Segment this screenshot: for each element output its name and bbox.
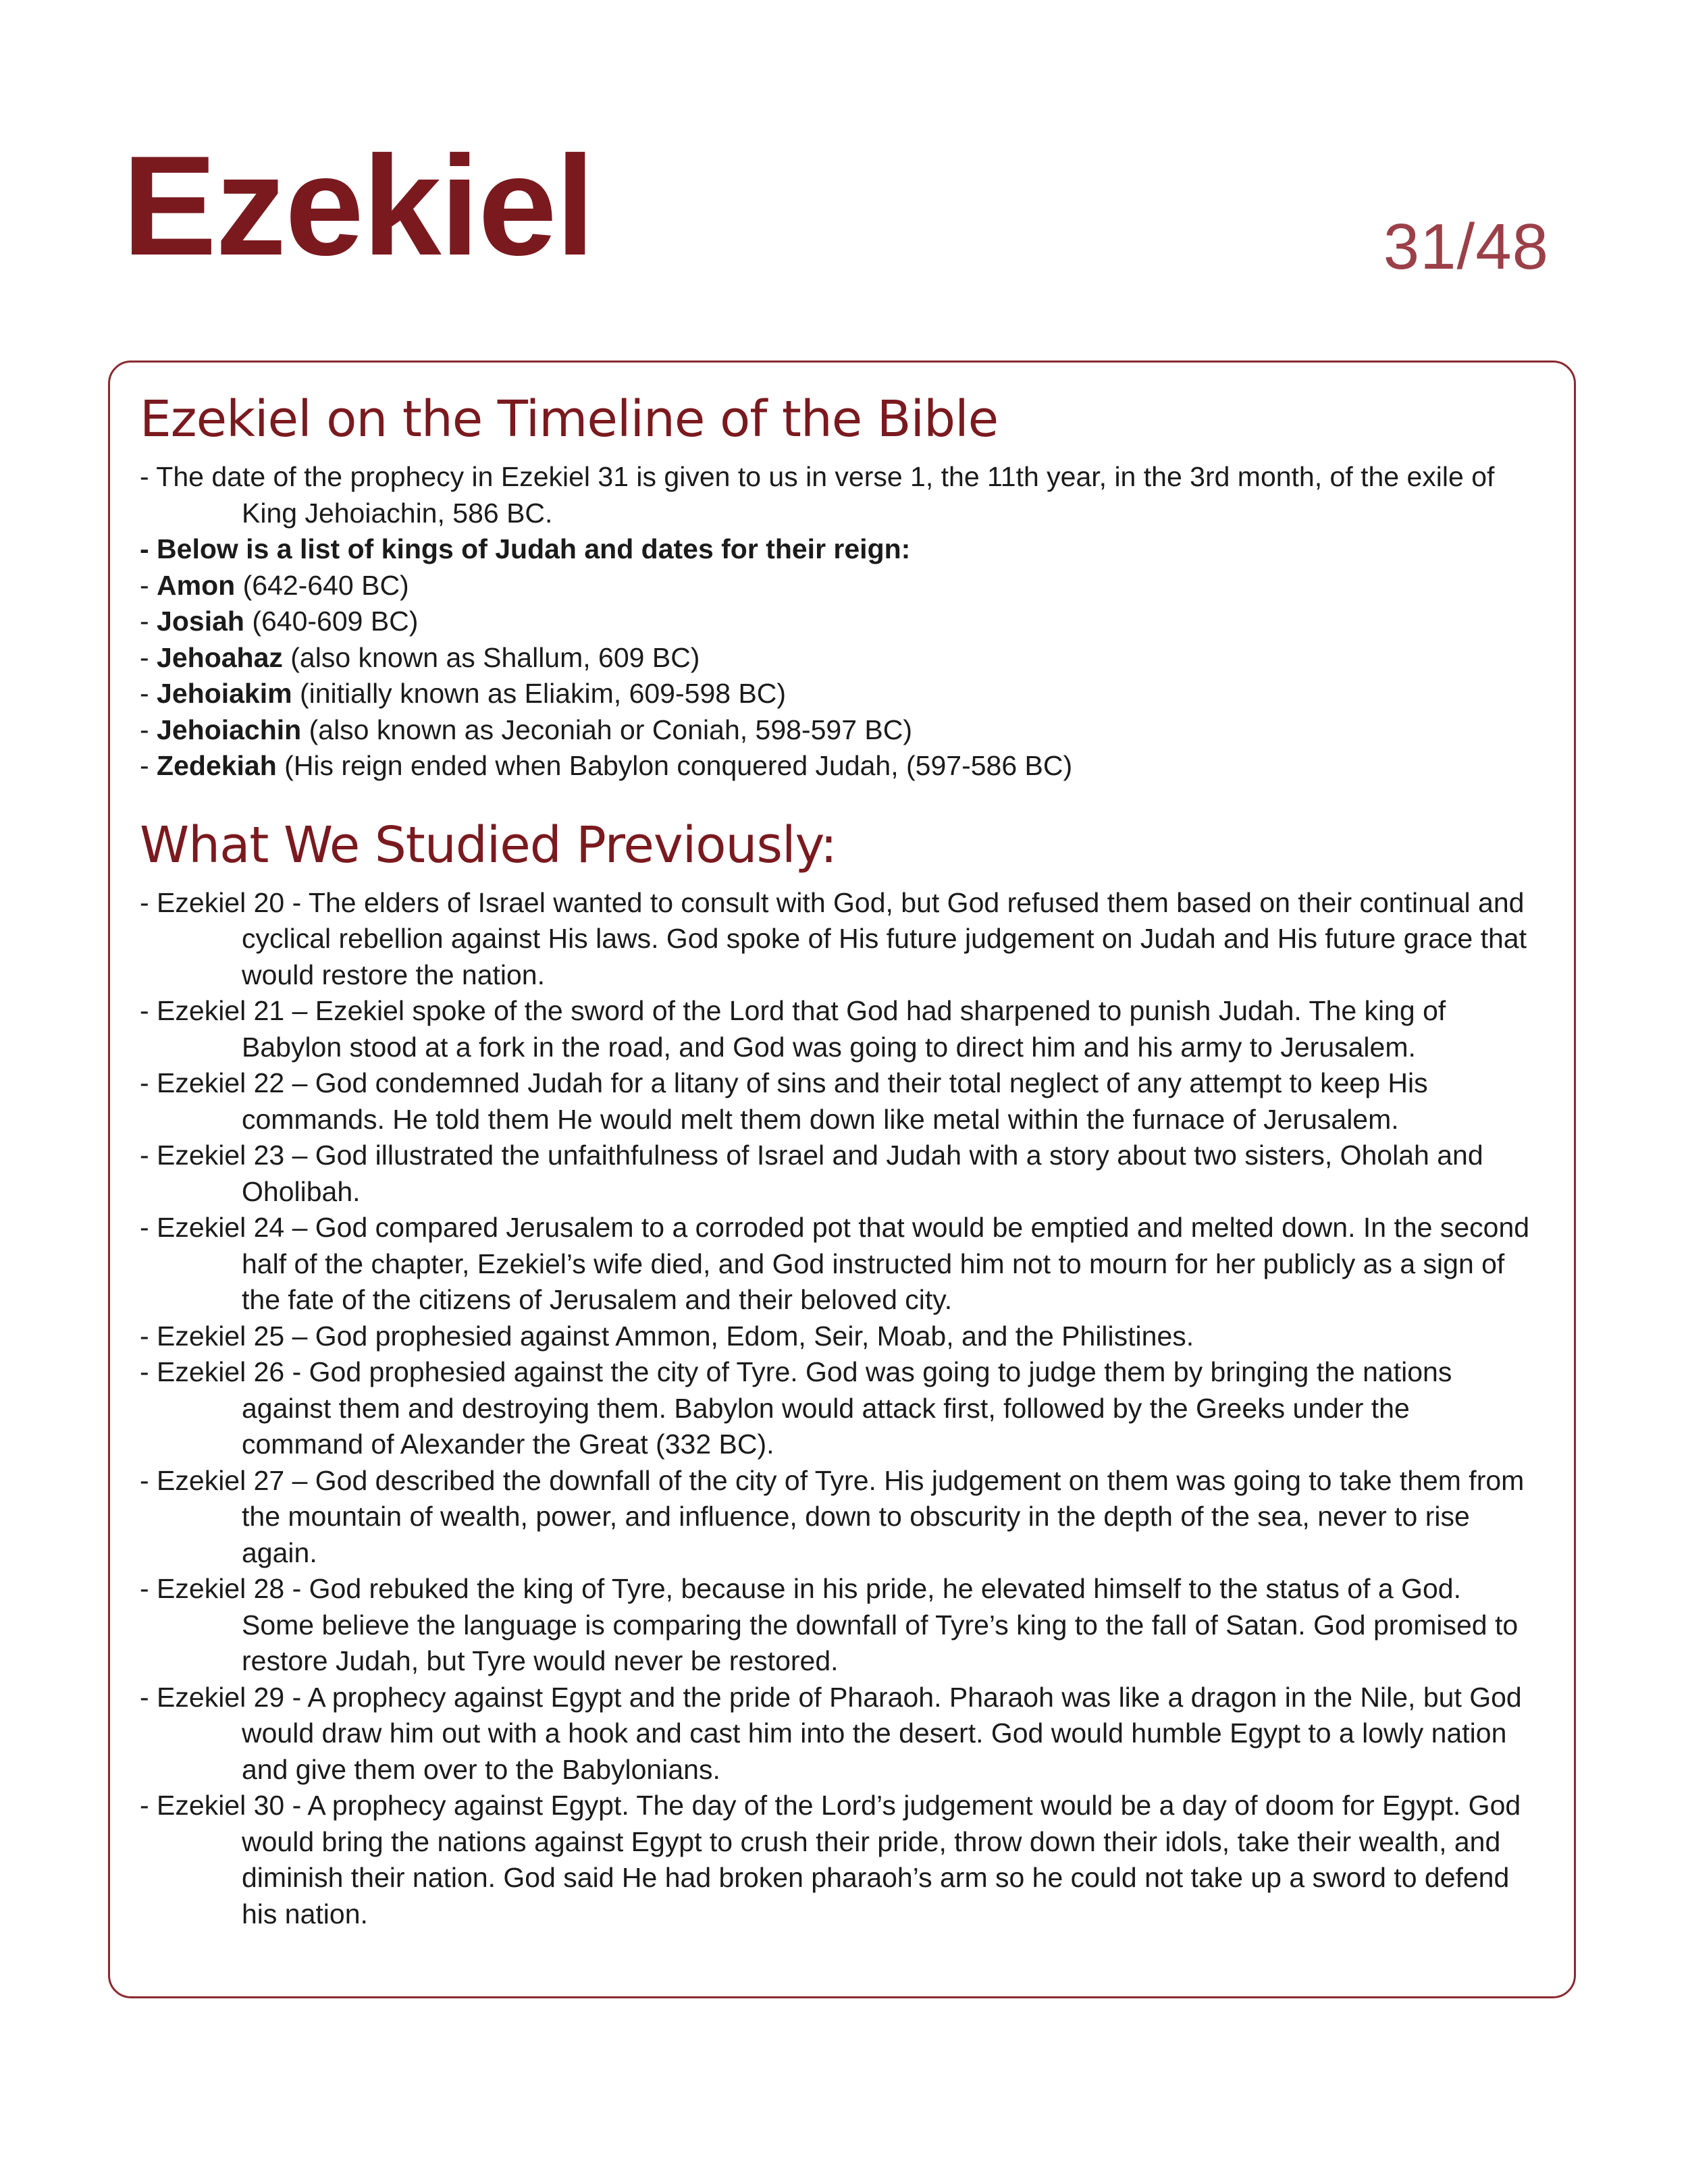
content-box xyxy=(108,361,1576,1998)
king-detail: (also known as Jeconiah or Coniah, 598-597 BC) xyxy=(301,714,913,745)
king-name: Zedekiah xyxy=(157,750,277,782)
king-name: Jehoahaz xyxy=(157,641,283,673)
king-name: Jehoiakim xyxy=(157,678,292,710)
timeline-heading: Ezekiel on the Timeline of the Bible xyxy=(140,390,999,448)
king-detail: (His reign ended when Babylon conquered Judah, (597-586 BC) xyxy=(276,750,1073,782)
king-prefix: - xyxy=(140,714,157,745)
list-item: - Ezekiel 20 - The elders of Israel wanted to consult with God, but God refused them based on their continual and cyclical rebellion against His laws. God spoke of His future judgement on Judah and His future grace that would restore the nation. xyxy=(140,886,1527,990)
king-item-jehoahaz xyxy=(140,640,1537,676)
king-prefix: - xyxy=(140,678,157,710)
king-name: Amon xyxy=(157,569,236,601)
king-prefix: - xyxy=(140,606,157,637)
page-title: Ezekiel xyxy=(122,126,594,285)
king-detail: (642-640 BC) xyxy=(235,569,409,601)
king-prefix: - xyxy=(140,641,157,673)
list-item: - Ezekiel 23 – God illustrated the unfaithfulness of Israel and Judah with a story about two sisters, Oholah and Oholibah. xyxy=(140,1140,1483,1207)
list-item: - Ezekiel 25 – God prophesied against Ammon, Edom, Seir, Moab, and the Philistines. xyxy=(140,1320,1194,1352)
list-item: - Ezekiel 26 - God prophesied against the city of Tyre. God was going to judge them by bringing the nations against them and destroying them. Babylon would attack first, followed by the Greeks under the command of Alexander the Great (332 BC). xyxy=(140,1356,1452,1460)
timeline-list xyxy=(140,459,1537,784)
king-name: Josiah xyxy=(157,606,244,637)
king-prefix: - xyxy=(140,750,157,782)
list-item: - Ezekiel 27 – God described the downfall of the city of Tyre. His judgement on them was going to take them from the mountain of wealth, power, and influence, down to obscurity in the depth of the sea, never to rise again. xyxy=(140,1464,1525,1568)
timeline-intro: - The date of the prophecy in Ezekiel 31 is given to us in verse 1, the 11th year, in the 3rd month, of the exile of King Jehoiachin, 586 BC. xyxy=(140,461,1495,529)
king-item-jehoiakim xyxy=(140,676,1537,712)
list-item: - Ezekiel 30 - A prophecy against Egypt. The day of the Lord’s judgement would be a day of doom for Egypt. God would bring the nations against Egypt to crush their pride, throw down their idols, take their wealth, and diminish their nation. God said He had broken pharaoh’s arm so he could not take up a sword to defend his nation. xyxy=(140,1790,1521,1929)
king-item-josiah xyxy=(140,604,1537,640)
king-detail: (640-609 BC) xyxy=(244,606,419,637)
kings-list-heading xyxy=(140,531,1537,568)
kings-list-heading-text: - Below is a list of kings of Judah and dates for their reign: xyxy=(140,533,911,565)
king-item-amon xyxy=(140,568,1537,604)
list-item: - Ezekiel 24 – God compared Jerusalem to a corroded pot that would be emptied and melted down. In the second half of the chapter, Ezekiel’s wife died, and God instructed him not to mourn for her publicly as a sign of the fate of the citizens of Jerusalem and their beloved city. xyxy=(140,1212,1530,1316)
king-item-jehoiachin xyxy=(140,712,1537,749)
list-item: - Ezekiel 22 – God condemned Judah for a litany of sins and their total neglect of any attempt to keep His commands. He told them He would melt them down like metal within the furnace of Jerusalem. xyxy=(140,1067,1428,1135)
king-name: Jehoiachin xyxy=(157,714,302,745)
king-item-zedekiah xyxy=(140,748,1537,784)
list-item: - Ezekiel 21 – Ezekiel spoke of the sword of the Lord that God had sharpened to punish Judah. The king of Babylon stood at a fork in the road, and God was going to direct him and his army to Jerusalem. xyxy=(140,995,1446,1063)
previous-list xyxy=(140,885,1537,1933)
list-item: - Ezekiel 29 - A prophecy against Egypt and the pride of Pharaoh. Pharaoh was like a dragon in the Nile, but God would draw him out with a hook and cast him into the desert. God would humble Egypt to a lowly nation and give them over to the Babylonians. xyxy=(140,1681,1522,1785)
previous-heading: What We Studied Previously: xyxy=(140,816,837,874)
page-number: 31/48 xyxy=(1383,211,1549,283)
king-prefix: - xyxy=(140,569,157,601)
list-item: - Ezekiel 28 - God rebuked the king of Tyre, because in his pride, he elevated himself to the status of a God. Some believe the language is comparing the downfall of Tyre’s king to the fall of Satan. God promised to restore Judah, but Tyre would never be restored. xyxy=(140,1573,1519,1677)
king-detail: (also known as Shallum, 609 BC) xyxy=(282,641,700,673)
king-detail: (initially known as Eliakim, 609-598 BC) xyxy=(292,678,787,710)
